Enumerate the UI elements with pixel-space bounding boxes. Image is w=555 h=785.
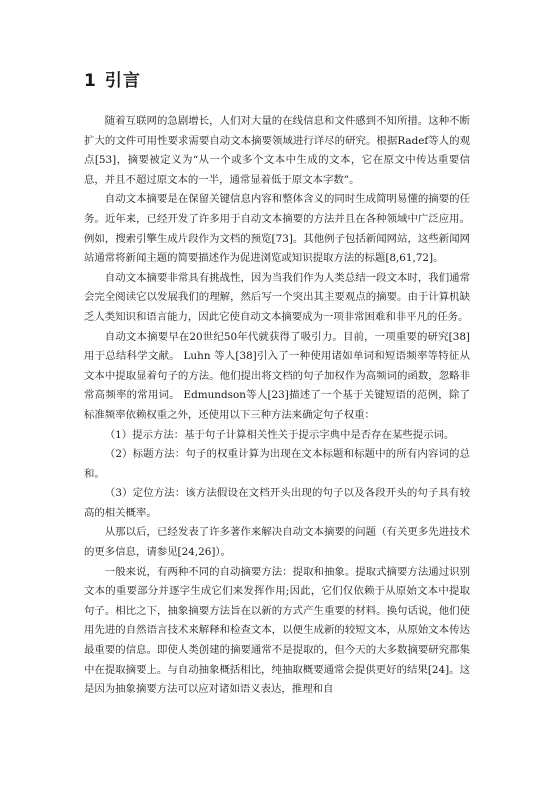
paragraph-method-title: （2）标题方法：句子的权重计算为出现在文本标题和标题中的所有内容词的总和。: [84, 448, 470, 480]
paragraph-method-location: （3）定位方法：该方法假设在文档开头出现的句子以及各段开头的句子具有较高的相关概率。: [84, 487, 470, 519]
paragraph-since: 从那以后，已经发表了许多著作来解决自动文本摘要的问题（有关更多先进技术的更多信息，请参见[24,26]）。: [84, 526, 470, 559]
paragraph-method-cue: （1）提示方法：基于句子计算相关性关于提示字典中是否存在某些提示词。: [104, 428, 455, 441]
section-heading: [84, 70, 470, 92]
section-title: 引言: [104, 71, 141, 91]
page-content: [84, 70, 470, 700]
paragraph-history: 自动文本摘要早在20世纪50年代就获得了吸引力。目前，一项重要的研究[38]用于总结科学文献。 Luhn 等人[38]引入了一种使用诸如单词和短语频率等特征从文本中提取显着句子的方法。他们提出将文档的句子加权作为高频词的函数，忽略非常高频率的常用词。 Edmundson等人[23]描述了一个基于关键短语的范例，除了标准频率依赖权重之外，还使用以下三种方法来确定句子权重：: [84, 330, 470, 421]
paragraph-approaches: 一般来说，有两种不同的自动摘要方法：提取和抽象。提取式摘要方法通过识别文本的重要部分并逐字生成它们来发挥作用;因此，它们仅依赖于从原始文本中提取句子。相比之下，抽象摘要方法旨在以新的方式产生重要的材料。换句话说，他们使用先进的自然语言技术来解释和检查文本，以便生成新的较短文本，从原始文本传达最重要的信息。即使人类创建的摘要通常不是提取的，但今天的大多数摘要研究都集中在提取摘要上。与自动抽象概括相比，纯抽取概要通常会提供更好的结果[24]。这是因为抽象摘要方法可以应对诸如语义表达，推理和自: [84, 565, 470, 696]
section-number: 1: [84, 71, 97, 91]
paragraph-definition: 自动文本摘要是在保留关键信息内容和整体含义的同时生成简明易懂的摘要的任务。近年来，已经开发了许多用于自动文本摘要的方法并且在各种领域中广泛应用。例如，搜索引擎生成片段作为文档的预览[73]。其他例子包括新闻网站，这些新闻网站通常将新闻主题的简要描述作为促进浏览或知识提取方法的标题[8,61,72]。: [84, 193, 470, 265]
paragraph-challenge: 自动文本摘要非常具有挑战性，因为当我们作为人类总结一段文本时，我们通常会完全阅读它以发展我们的理解，然后写一个突出其主要观点的摘要。由于计算机缺乏人类知识和语言能力，因此它使自动文本摘要成为一项非常困难和非平凡的任务。: [84, 271, 470, 323]
paragraph-intro: 随着互联网的急剧增长，人们对大量的在线信息和文件感到不知所措。这种不断扩大的文件可用性要求需要自动文本摘要领域进行详尽的研究。根据Radef等人的观点[53]，摘要被定义为“从一个或多个文本中生成的文本，它在原文中传达重要信息，并且不超过原文本的一半，通常显着低于原文本字数”。: [84, 115, 470, 186]
